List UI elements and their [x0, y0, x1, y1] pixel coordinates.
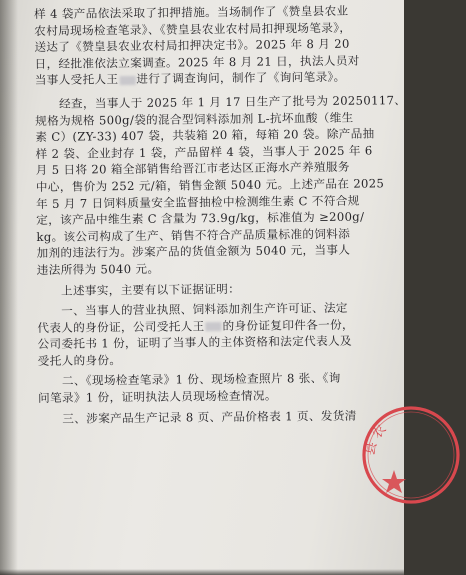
page-fold-shadow [0, 0, 18, 575]
redacted-name [119, 76, 135, 85]
doc-line-3: 送达了《赞皇县农业农村局扣押决定书》。2025 年 8 月 20 [34, 36, 350, 55]
redacted-name-2 [206, 322, 222, 331]
doc-line-14: kg。该公司构成了生产、销售不符合产品质量标准的饲料添 [36, 226, 351, 244]
doc-line-6: 经查，当事人于 2025 年 1 月 17 日生产了批号为 20250117、 [58, 93, 407, 111]
doc-line-10: 月 5 日将 20 箱全部销售给晋江市老达区正海水产养殖服务 [35, 160, 350, 178]
doc-line-4: 日，经批准依法立案调查。2025 年 8 月 21 日，执法人员对 [34, 53, 360, 71]
doc-line-5: 当事人受托人王 进行了调查询问，制作了《询问笔录》。 [34, 70, 346, 88]
doc-line-24: 三、涉案产品生产记录 8 页、产品价格表 1 页、发货清 [62, 408, 357, 426]
doc-line-1: 样 4 袋产品依法采取了扣押措施。当场制作了《赞皇县农业 [34, 3, 349, 21]
doc-line-7: 规格为规格 500g/袋的混合型饲料添加剂 L-抗坏血酸（维生 [35, 110, 354, 128]
doc-line-12: 年 5 月 7 日饲料质量安全监督抽检中检测维生素 C 不符合规 [35, 193, 360, 211]
doc-line-21: 受托人的身份。 [37, 352, 122, 368]
doc-line-16: 违法所得为 5040 元。 [36, 261, 160, 277]
doc-line-2: 农村局现场检查笔录》、《赞皇县农业农村局扣押现场笔录》， [34, 20, 352, 38]
doc-line-15: 加剂的违法行为。涉案产品的货值金额为 5040 元，当事人 [36, 243, 351, 261]
doc-line-22: 二、《现场检查笔录》1 份、现场检查照片 8 张、《询 [61, 371, 341, 389]
doc-line-9: 样 2 袋、企业封存 1 袋，产品留样 4 袋，当事人于 2025 年 6 [35, 143, 373, 161]
doc-line-20: 公司委托书 1 份，证明了当事人的主体资格和法定代表人及 [37, 333, 353, 352]
seal-text: 县 农 [362, 422, 390, 457]
page-bottom-edge [0, 569, 404, 575]
seal-ring [364, 408, 458, 502]
doc-line-19: 代表人的身份证，公司受托人王 的身份证复印件各一份， [37, 317, 355, 335]
official-seal-stamp [356, 400, 466, 510]
document-body [34, 3, 407, 428]
doc-line-18: 一、当事人的营业执照、饲料添加剂生产许可证、法定 [61, 300, 348, 318]
doc-line-8: 素 C）(ZY-33) 407 袋，共装箱 20 箱，每箱 20 袋。除产品抽 [35, 126, 375, 145]
doc-line-17: 上述事实，主要有以下证据证明： [60, 281, 241, 298]
doc-line-23: 问笔录》1 份，证明执法人员现场检查情况。 [38, 388, 277, 406]
doc-line-13: 定，该产品中维生素 C 含量为 73.9g/kg，标准值为 ≥200g/ [36, 209, 365, 228]
doc-line-11: 中心，售价为 252 元/箱，销售金额 5040 元。上述产品在 2025 [35, 176, 385, 194]
